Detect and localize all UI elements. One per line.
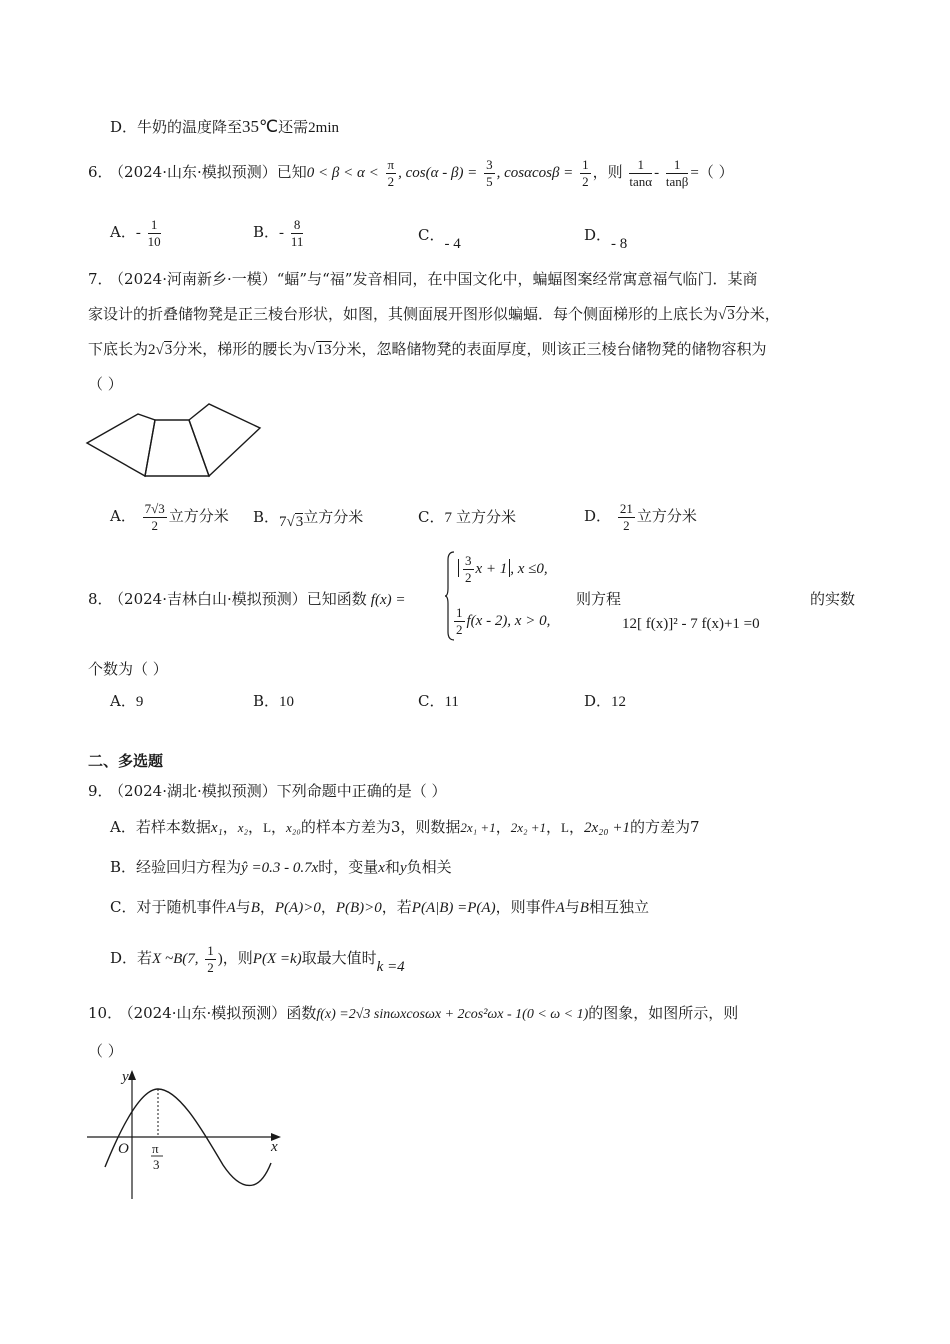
stem-text: 个数为（ ） [88,660,168,678]
q8-option-d [584,690,626,711]
case-expression: f(x - 2), x > 0, [466,613,551,629]
option-value: - 4 [444,236,461,252]
option-text: ，则事件 [495,898,556,916]
q9-option-d: D．若X ~B(7, $\frac{1}{2}$ )，则P(X =k)取最大值时k =4 [110,942,405,975]
piecewise-case-2 [452,600,550,641]
question-9-stem [88,780,447,801]
function-name: f(x) = [370,592,406,608]
equation: 12[ f(x)]² - 7 f(x)+1 =0 [622,616,760,632]
radicand: 3 [727,307,735,323]
q7-answer-paren: （ ） [88,375,123,393]
option-label: C． [418,692,445,710]
option-text: 相互独立 [588,898,649,916]
option-label: B． [253,508,280,526]
option-label: D． [584,692,612,710]
question-source: （2024·山东·模拟预测） [126,1004,287,1022]
question-number: 6． [88,163,113,181]
question-source: （2024·湖北·模拟预测） [116,782,277,800]
folding-stool-net-figure [85,400,265,482]
stem-text: 下底长为 [88,340,149,358]
option-value: 7 [444,510,452,526]
stem-text: 函数 [286,1004,317,1022]
option-value: 12 [611,694,627,710]
question-7-line-2: 家设计的折叠储物凳是正三棱台形状，如图，其侧面展开图形似蝙蝠．每个侧面梯形的上底长为√3分米， [88,305,780,323]
option-text: 还需 [278,118,309,136]
question-6-stem [88,152,734,193]
option-text: 的样本方差为3，则数据 [300,818,461,836]
minus-sign: - [654,165,660,181]
option-label: A． [110,692,136,710]
case-expression: x + 1 [475,561,508,577]
option-fraction: $\frac{1}{10}$ [147,216,161,249]
ellipsis-symbol: L [263,820,272,835]
q9-option-c: C．对于随机事件A与B，P(A)>0，P(B)>0，若P(A|B) =P(A)，则事件A与B相互独立 [110,898,649,916]
option-value: 9 [135,694,144,710]
temperature-value: 35℃ [242,117,279,136]
net-right-trapezoid [189,404,260,476]
condition-expression: , cosαcosβ = [496,165,574,181]
q9-option-b: B．经验回归方程为ŷ =0.3 - 0.7x时，变量x和y负相关 [110,858,452,876]
option-label: B． [253,223,280,241]
piecewise-case-1 [458,548,548,589]
q6-option-a [110,212,163,253]
option-fraction: $\frac{21}{2}$ [619,500,633,533]
stem-text: 的实数 [810,590,856,608]
option-label: C． [418,508,445,526]
case-fraction: $\frac{3}{2}$ [465,552,472,585]
option-unit: 立方分米 [636,507,697,525]
option-text: 取最大值时 [301,949,377,967]
option-value: - 8 [611,236,628,252]
question-7-line-3: 下底长为2√3分米，梯形的腰长为√13分米，忽略储物凳的表面厚度，则该正三棱台储物凳的储物容积为 [88,340,767,358]
option-text: 经验回归方程为 [136,858,242,876]
question-source: （2024·吉林白山·模拟预测） [116,590,307,608]
q6-option-d [584,224,628,252]
three-fifths: $\frac{3}{5}$ [486,156,493,189]
case-condition: , x ≤0, [510,561,548,577]
option-unit: 立方分米 [455,508,516,526]
q6-option-b [253,212,305,253]
option-label: A． [110,818,136,836]
coefficient: 7 [279,514,287,530]
binomial-distribution: X ~B(7, [152,951,199,967]
data-symbol: 2x₂₀ +1 [584,820,630,836]
one-half: $\frac{1}{2}$ [207,942,214,975]
q7-option-d [584,496,697,536]
option-label: D． [584,226,612,244]
stem-text: 下列命题中正确的是（ ） [276,782,447,800]
option-unit: 立方分米 [303,508,364,526]
minus-sign: - [135,225,141,241]
option-text: 对于随机事件 [136,898,227,916]
one-half: $\frac{1}{2}$ [582,156,589,189]
question-number: 7． [88,270,113,288]
net-left-trapezoid [87,414,155,476]
option-label: D． [584,507,612,525]
q8-option-b [253,690,294,711]
option-label: C． [418,226,445,244]
option-fraction: $\frac{8}{11}$ [290,216,304,249]
option-text: 若 [137,949,153,967]
x-axis-label: x [271,1139,278,1155]
option-value: 11 [444,694,459,710]
option-label: A． [110,507,136,525]
question-source: （2024·山东·模拟预测） [116,163,277,181]
option-label: B． [253,692,280,710]
origin-label: O [118,1141,129,1157]
tick-label-numerator: π [152,1141,159,1156]
option-unit: 立方分米 [168,507,229,525]
option-text: 时，变量 [318,858,379,876]
stem-text: 家设计的折叠储物凳是正三棱台形状，如图，其侧面展开图形似蝙蝠．每个侧面梯形的上底长为 [88,305,719,323]
option-fraction: $\frac{7√3}{2}$ [144,500,165,533]
option-label: D． [110,118,138,136]
question-number: 10． [88,1004,123,1022]
q9-option-a: A．若样本数据x₁，x₂，L，x₂₀的样本方差为3，则数据2x₁ +1，2x₂ +1，L，2x₂₀ +1的方差为7 [110,818,700,836]
stem-text: 则方程 [576,590,622,608]
data-symbol: x₁ [210,820,223,836]
probability-condition: P(A)>0 [274,900,321,916]
question-7-line-1 [88,268,862,290]
stem-text: “蝠”与“福”发音相同，在中国文化中，蝙蝠图案经常寓意福气临门．某商 [276,270,758,288]
q7-option-b: B．7√3立方分米 [253,508,364,530]
y-axis-label: y [122,1069,129,1085]
stem-text: ，则 [592,163,623,181]
q5-option-d [110,116,339,137]
tick-label-denominator: 3 [153,1157,160,1172]
q7-option-c [418,506,516,527]
q6-option-c [418,224,461,252]
time-value: 2min [308,120,339,136]
question-8-stem-start [88,588,405,609]
question-number: 8． [88,590,113,608]
k-value: k =4 [376,959,405,975]
equals-sign: = [690,165,699,181]
sine-graph-figure [85,1065,285,1200]
radicand: 13 [316,342,332,358]
option-label: D． [110,949,138,967]
question-10-stem [88,1002,738,1023]
option-value: 10 [279,694,295,710]
coefficient: 2 [148,342,156,358]
stem-text: 分米，忽略储物凳的表面厚度，则该正三棱台储物凳的储物容积为 [331,340,767,358]
section-title: 二、多选题 [88,752,164,770]
stem-text: 已知 [276,163,307,181]
option-text: 牛奶的温度降至 [137,118,243,136]
probability-condition: P(A|B) =P(A) [411,900,496,916]
case-fraction: $\frac{1}{2}$ [456,604,463,637]
q7-option-a [110,496,229,536]
option-label: A． [110,223,136,241]
data-symbol: 2x₁ +1 [460,820,496,835]
question-source: （2024·河南新乡·一模） [116,270,277,288]
q8-option-c [418,690,459,711]
q8-option-a [110,690,143,711]
option-label: C． [110,898,137,916]
y-axis-arrow-icon [128,1070,136,1080]
condition-expression: 0 < β < α < [306,165,379,181]
condition-expression: , cos(α - β) = [398,165,478,181]
q10-answer-paren: （ ） [88,1042,123,1060]
minus-sign: - [279,225,285,241]
probability-condition: P(B)>0 [335,900,382,916]
pi-over-2: $\frac{\pi}{2}$ [387,156,395,189]
stem-text: 分米， [734,305,780,323]
radicand: 3 [295,514,304,530]
regression-equation: ŷ =0.3 - 0.7x [241,860,319,876]
option-label: B． [110,858,137,876]
stem-text: 分米，梯形的腰长为 [172,340,308,358]
function-expression: f(x) =2√3 sinωxcosωx + 2cos²ωx - 1(0 < ω < 1) [316,1007,589,1022]
data-symbol: 2x₂ +1 [510,820,547,835]
stem-text: 已知函数 [306,590,367,608]
data-symbol: x₂₀ [286,820,301,835]
option-text: 负相关 [406,858,452,876]
option-text: ，则 [222,949,253,967]
answer-paren: （ ） [698,163,734,181]
option-text: 的方差为7 [629,818,700,836]
reciprocal-tan-beta: $\frac{1}{\tan\beta}$ [665,156,689,189]
data-symbol: x₂ [237,820,249,835]
radicand: 3 [164,342,173,358]
probability-expression: P(X =k) [252,951,302,967]
stem-text: 的图象，如图所示，则 [588,1004,739,1022]
question-number: 9． [88,782,113,800]
ellipsis-symbol: L [561,820,569,835]
reciprocal-tan-alpha: $\frac{1}{\tan\alpha}$ [629,156,653,189]
option-text: 若样本数据 [135,818,211,836]
